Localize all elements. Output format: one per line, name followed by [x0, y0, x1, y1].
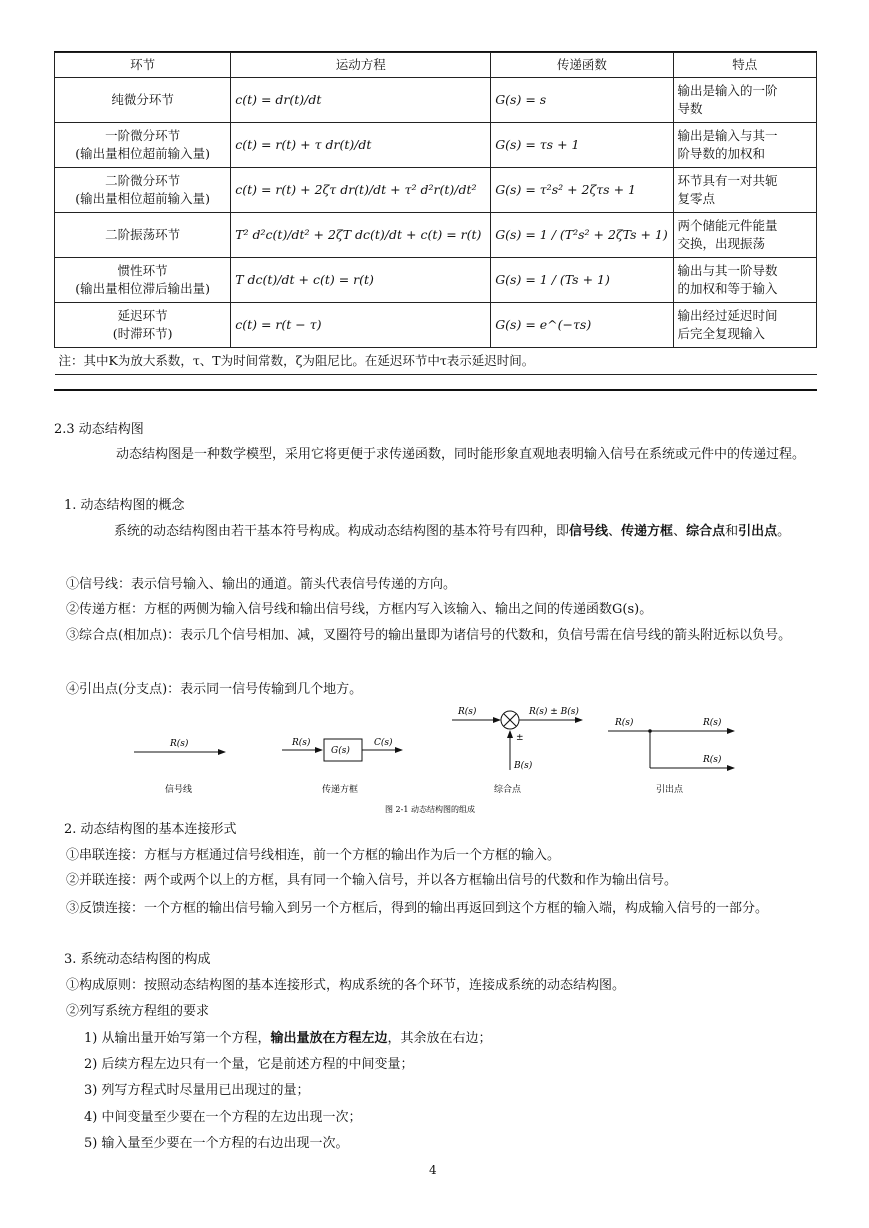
input-label: R(s) — [292, 738, 311, 748]
motion-equation: c(t) = r(t) + 2ζτ dr(t)/dt + τ² d²r(t)/dt² — [231, 168, 491, 213]
motion-equation: c(t) = dr(t)/dt — [231, 78, 491, 123]
transfer-function: G(s) = 1 / (Ts + 1) — [491, 258, 673, 303]
list-item: ①串联连接：方框与方框通过信号线相连，前一个方框的输出作为后一个方框的输入。 — [66, 848, 561, 863]
header-cell: 环节 — [55, 53, 231, 78]
table-header-row — [55, 53, 817, 78]
signal-label: R(s) — [170, 739, 189, 749]
subsection-heading: 2. 动态结构图的基本连接形式 — [64, 822, 237, 837]
element-name: 惯性环节 (输出量相位滞后输出量) — [55, 258, 231, 303]
figure-title: 图 2-1 动态结构图的组成 — [385, 805, 475, 814]
input-label: R(s) — [458, 707, 477, 717]
feature: 输出是输入的一阶 导数 — [673, 78, 816, 123]
feature: 输出经过延迟时间 后完全复现输入 — [673, 303, 816, 348]
figure-caption: 综合点 — [494, 785, 522, 795]
table-row — [55, 168, 817, 213]
branch-label: R(s) — [703, 718, 722, 728]
table-row — [55, 213, 817, 258]
requirement-item: 5) 输入量至少要在一个方程的右边出现一次。 — [84, 1136, 349, 1151]
summing-point-diagram — [452, 706, 582, 795]
list-item: ①信号线：表示信号输入、输出的通道。箭头代表信号传递的方向。 — [66, 577, 457, 592]
input-label: R(s) — [615, 718, 634, 728]
element-name: 二阶微分环节 (输出量相位超前输入量) — [55, 168, 231, 213]
element-name: 延迟环节 (时滞环节) — [55, 303, 231, 348]
figure-caption: 信号线 — [165, 785, 193, 795]
feature: 输出与其一阶导数 的加权和等于输入 — [673, 258, 816, 303]
requirement-item: 3) 列写方程式时尽量用已出现过的量； — [84, 1083, 310, 1098]
transfer-box-diagram — [282, 737, 402, 795]
list-item: ②传递方框：方框的两侧为输入信号线和输出信号线，方框内写入该输入、输出之间的传递函数G(s)。 — [66, 602, 653, 617]
element-table — [54, 52, 817, 375]
feature: 输出是输入与其一 阶导数的加权和 — [673, 123, 816, 168]
header-cell: 传递函数 — [491, 53, 673, 78]
motion-equation: T dc(t)/dt + c(t) = r(t) — [231, 258, 491, 303]
signal-line-diagram — [134, 738, 225, 795]
element-name: 二阶振荡环节 — [55, 213, 231, 258]
table-row — [55, 123, 817, 168]
header-cell: 特点 — [673, 53, 816, 78]
table-row — [55, 258, 817, 303]
list-item: ③综合点(相加点)：表示几个信号相加、减，叉圈符号的输出量即为诸信号的代数和，负信号需在信号线的箭头附近标以负号。 — [66, 628, 792, 643]
figure-caption: 引出点 — [656, 785, 684, 795]
list-item: ②列写系统方程组的要求 — [66, 1004, 210, 1019]
motion-equation: c(t) = r(t − τ) — [231, 303, 491, 348]
table-note-row — [55, 348, 817, 375]
feedback-label: B(s) — [514, 761, 533, 771]
figure-2-1 — [0, 700, 869, 820]
list-item: ④引出点(分支点)：表示同一信号传输到几个地方。 — [66, 682, 363, 697]
section-heading: 2.3 动态结构图 — [54, 422, 144, 437]
transfer-function: G(s) = s — [491, 78, 673, 123]
branch-point-diagram — [608, 717, 734, 795]
requirement-item: 1) 从输出量开始写第一个方程，输出量放在方程左边，其余放在右边； — [84, 1031, 492, 1046]
header-cell: 运动方程 — [231, 53, 491, 78]
list-item: ③反馈连接：一个方框的输出信号输入到另一个方框后，得到的输出再返回到这个方框的输入端，构成输入信号的一部分。 — [66, 901, 769, 916]
requirement-item: 4) 中间变量至少要在一个方程的左边出现一次； — [84, 1110, 362, 1125]
subsection-heading: 3. 系统动态结构图的构成 — [64, 952, 211, 967]
sum-output-label: R(s) ± B(s) — [529, 707, 579, 717]
page-number: 4 — [429, 1163, 437, 1177]
element-name: 一阶微分环节 (输出量相位超前输入量) — [55, 123, 231, 168]
branch-label: R(s) — [703, 755, 722, 765]
element-name: 纯微分环节 — [55, 78, 231, 123]
concept-paragraph: 系统的动态结构图由若干基本符号构成。构成动态结构图的基本符号有四种，即信号线、传递方框、综合点和引出点。 — [114, 524, 791, 539]
section-intro: 动态结构图是一种数学模型，采用它将更便于求传递函数，同时能形象直观地表明输入信号在系统或元件中的传递过程。 — [116, 447, 806, 462]
table-note: 注：其中K为放大系数，τ、T为时间常数，ζ为阻尼比。在延迟环节中τ表示延迟时间。 — [55, 348, 817, 375]
table-row — [55, 78, 817, 123]
box-label: G(s) — [331, 746, 350, 756]
requirement-item: 2) 后续方程左边只有一个量，它是前述方程的中间变量； — [84, 1057, 414, 1072]
motion-equation: c(t) = r(t) + τ dr(t)/dt — [231, 123, 491, 168]
transfer-function: G(s) = e^(−τs) — [491, 303, 673, 348]
table-row — [55, 303, 817, 348]
transfer-function: G(s) = 1 / (T²s² + 2ζTs + 1) — [491, 213, 673, 258]
output-label: C(s) — [374, 738, 393, 748]
list-item: ②并联连接：两个或两个以上的方框，具有同一个输入信号，并以各方框输出信号的代数和作为输出信号。 — [66, 873, 678, 888]
feature: 两个储能元件能量 交换，出现振荡 — [673, 213, 816, 258]
figure-caption: 传递方框 — [322, 785, 359, 795]
table-bottom-rule — [54, 389, 817, 391]
motion-equation: T² d²c(t)/dt² + 2ζT dc(t)/dt + c(t) = r(t) — [231, 213, 491, 258]
feature: 环节具有一对共轭 复零点 — [673, 168, 816, 213]
list-item: ①构成原则：按照动态结构图的基本连接形式，构成系统的各个环节，连接成系统的动态结构图。 — [66, 978, 626, 993]
transfer-function: G(s) = τ²s² + 2ζτs + 1 — [491, 168, 673, 213]
sign-label: ± — [516, 733, 524, 743]
transfer-function: G(s) = τs + 1 — [491, 123, 673, 168]
subsection-heading: 1. 动态结构图的概念 — [64, 498, 185, 513]
